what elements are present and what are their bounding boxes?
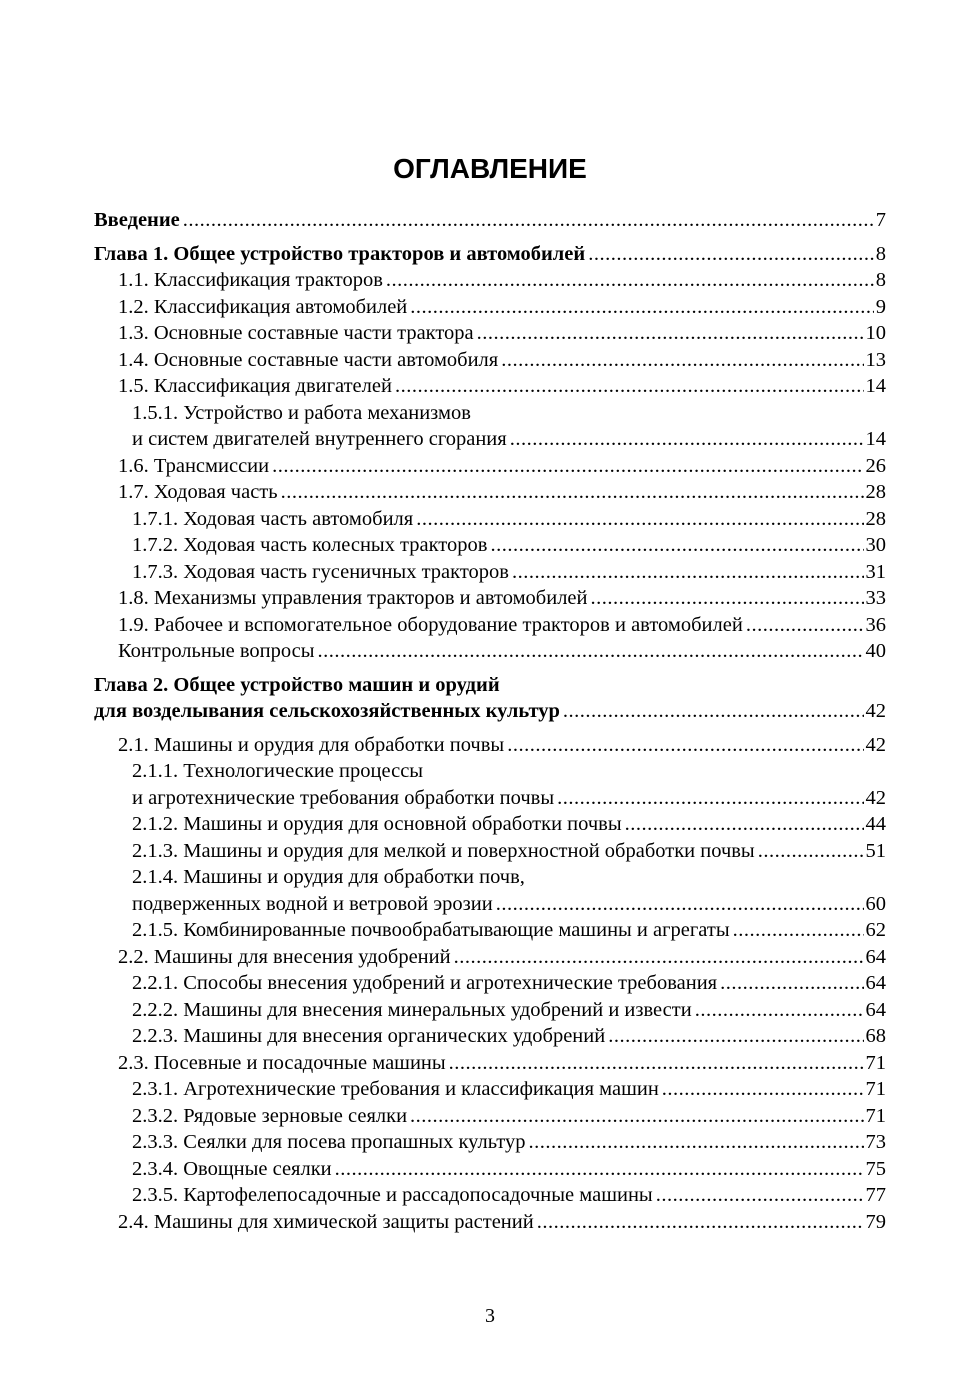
toc-entry[interactable]	[94, 347, 886, 374]
page-number: 3	[485, 1305, 495, 1327]
dot-leader	[449, 1050, 864, 1077]
toc-entry[interactable]	[94, 1076, 886, 1103]
toc-entry-page: 42	[865, 786, 886, 809]
toc-entry[interactable]	[94, 838, 886, 865]
toc-entry-page: 64	[865, 945, 886, 968]
page-title: ОГЛАВЛЕНИЕ	[393, 153, 587, 184]
toc-entry-page: 73	[865, 1131, 886, 1153]
dot-leader	[510, 426, 864, 453]
toc-entry-title: 1.7.3. Ходовая часть гусеничных тракторов	[132, 560, 509, 583]
toc-entry[interactable]	[94, 373, 886, 400]
toc-entry-title: 1.8. Механизмы управления тракторов и автомобилей	[118, 587, 588, 609]
toc-entry-title: для возделывания сельскохозяйственных культур	[94, 700, 560, 722]
toc-entry[interactable]	[94, 891, 886, 918]
dot-leader	[386, 267, 874, 294]
dot-leader	[183, 207, 874, 234]
dot-leader	[490, 532, 863, 559]
dot-leader	[625, 811, 864, 838]
dot-leader	[588, 241, 874, 268]
toc-entry-page: 30	[865, 534, 886, 556]
toc-entry[interactable]	[94, 559, 886, 586]
toc-entry-page: 26	[865, 454, 886, 477]
toc-entry[interactable]	[94, 1103, 886, 1130]
toc-entry[interactable]	[94, 241, 886, 268]
toc-entry-page: 51	[865, 839, 886, 862]
table-of-contents	[94, 207, 886, 1235]
toc-entry-title: и систем двигателей внутреннего сгорания	[132, 428, 507, 450]
toc-entry[interactable]	[94, 267, 886, 294]
toc-entry[interactable]	[94, 294, 886, 321]
toc-entry[interactable]	[94, 612, 886, 639]
toc-entry-page: 62	[865, 919, 886, 941]
dot-leader	[281, 479, 864, 506]
toc-entry-title: 2.1.4. Машины и орудия для обработки почв,	[132, 866, 525, 888]
toc-entry-page: 42	[865, 733, 886, 756]
dot-leader	[563, 698, 864, 725]
toc-entry-title: 1.7.1. Ходовая часть автомобиля	[132, 507, 414, 530]
dot-leader	[720, 970, 863, 997]
toc-entry-title: и агротехнические требования обработки почвы	[132, 786, 555, 809]
dot-leader	[656, 1182, 864, 1209]
toc-entry[interactable]	[94, 811, 886, 838]
toc-entry-title: 1.2. Классификация автомобилей	[118, 295, 408, 318]
toc-entry-page: 31	[865, 560, 886, 583]
toc-entry-title: 2.2. Машины для внесения удобрений	[118, 945, 451, 968]
dot-leader	[662, 1076, 864, 1103]
dot-leader	[318, 638, 864, 665]
toc-entry-page: 64	[865, 972, 886, 994]
toc-entry-title: 2.2.1. Способы внесения удобрений и агротехнические требования	[132, 972, 718, 994]
toc-entry[interactable]	[94, 1182, 886, 1209]
toc-entry-title: 2.3. Посевные и посадочные машины	[118, 1051, 446, 1074]
dot-leader	[528, 1129, 863, 1156]
toc-entry[interactable]	[94, 970, 886, 997]
toc-entry[interactable]	[94, 453, 886, 480]
dot-leader	[695, 997, 864, 1024]
toc-entry-title: 2.3.1. Агротехнические требования и классификация машин	[132, 1078, 659, 1100]
toc-entry[interactable]	[94, 997, 886, 1024]
toc-entry-title: Введение	[94, 209, 180, 231]
toc-entry-page: 77	[865, 1184, 886, 1206]
toc-entry-title: 2.1.1. Технологические процессы	[132, 760, 424, 782]
toc-entry-page: 68	[865, 1025, 886, 1047]
dot-leader	[410, 1103, 863, 1130]
toc-entry-page: 9	[875, 295, 886, 318]
toc-entry-page: 64	[865, 998, 886, 1021]
toc-entry-title: 2.1.3. Машины и орудия для мелкой и поверхностной обработки почвы	[132, 839, 755, 862]
dot-leader	[608, 1023, 863, 1050]
toc-entry[interactable]	[94, 1156, 886, 1183]
dot-leader	[507, 732, 863, 759]
toc-entry-page: 71	[865, 1051, 886, 1074]
toc-entry[interactable]	[94, 758, 886, 785]
toc-entry[interactable]	[94, 207, 886, 234]
toc-entry-title: 2.3.2. Рядовые зерновые сеялки	[132, 1104, 408, 1127]
toc-entry-page: 60	[865, 892, 886, 915]
toc-entry-title: 2.4. Машины для химической защиты растений	[118, 1210, 534, 1233]
dot-leader	[272, 453, 863, 480]
toc-entry-title: 1.4. Основные составные части автомобиля	[118, 348, 499, 371]
dot-leader	[733, 917, 864, 944]
toc-entry[interactable]	[94, 1023, 886, 1050]
dot-leader	[758, 838, 864, 865]
toc-entry-title: 1.7. Ходовая часть	[118, 481, 278, 503]
toc-entry-page: 14	[865, 375, 886, 397]
toc-entry[interactable]	[94, 917, 886, 944]
dot-leader	[416, 506, 863, 533]
toc-entry-page: 13	[865, 348, 886, 371]
dot-leader	[591, 585, 864, 612]
dot-leader	[512, 559, 864, 586]
toc-entry[interactable]	[94, 426, 886, 453]
toc-entry-title: 1.3. Основные составные части трактора	[118, 322, 474, 344]
toc-entry-title: 1.5.1. Устройство и работа механизмов	[132, 401, 471, 424]
toc-entry[interactable]	[94, 479, 886, 506]
toc-entry-page: 44	[865, 813, 886, 835]
toc-entry[interactable]	[94, 532, 886, 559]
dot-leader	[496, 891, 864, 918]
dot-leader	[395, 373, 864, 400]
toc-entry[interactable]	[94, 785, 886, 812]
toc-entry-page: 40	[865, 640, 886, 662]
dot-leader	[477, 320, 864, 347]
toc-entry-title: 2.2.3. Машины для внесения органических удобрений	[132, 1025, 606, 1047]
toc-entry-page: 79	[865, 1210, 886, 1233]
toc-entry-title: Контрольные вопросы	[118, 640, 315, 662]
toc-entry-title: 1.9. Рабочее и вспомогательное оборудование тракторов и автомобилей	[118, 613, 743, 636]
toc-entry-title: 2.3.4. Овощные сеялки	[132, 1157, 332, 1180]
toc-entry-title: 2.1.2. Машины и орудия для основной обработки почвы	[132, 813, 622, 835]
toc-entry-title: Глава 1. Общее устройство тракторов и автомобилей	[94, 242, 586, 265]
toc-entry-title: подверженных водной и ветровой эрозии	[132, 892, 493, 915]
toc-entry-page: 8	[875, 242, 886, 265]
toc-entry[interactable]	[94, 864, 886, 891]
toc-entry-page: 71	[865, 1078, 886, 1100]
toc-entry[interactable]	[94, 1050, 886, 1077]
toc-entry[interactable]	[94, 672, 886, 699]
toc-entry-page: 33	[865, 587, 886, 609]
toc-entry[interactable]	[94, 944, 886, 971]
dot-leader	[335, 1156, 864, 1183]
toc-entry-page: 28	[865, 481, 886, 503]
dot-leader	[410, 294, 873, 321]
dot-leader	[454, 944, 864, 971]
toc-entry-title: Глава 2. Общее устройство машин и орудий	[94, 673, 500, 696]
toc-entry-page: 10	[865, 322, 886, 344]
dot-leader	[746, 612, 864, 639]
toc-entry-page: 75	[865, 1157, 886, 1180]
toc-entry-title: 1.7.2. Ходовая часть колесных тракторов	[132, 534, 488, 556]
toc-entry[interactable]	[94, 732, 886, 759]
toc-entry[interactable]	[94, 1129, 886, 1156]
toc-entry-page: 71	[865, 1104, 886, 1127]
toc-entry[interactable]	[94, 400, 886, 427]
toc-entry-title: 2.3.5. Картофелепосадочные и рассадопосадочные машины	[132, 1184, 653, 1206]
toc-entry[interactable]	[94, 585, 886, 612]
toc-entry-title: 2.3.3. Сеялки для посева пропашных культур	[132, 1131, 526, 1153]
toc-entry[interactable]	[94, 698, 886, 725]
toc-entry-page: 8	[875, 269, 886, 291]
toc-entry[interactable]	[94, 1209, 886, 1236]
dot-leader	[537, 1209, 864, 1236]
toc-entry-title: 1.1. Классификация тракторов	[118, 269, 383, 291]
toc-entry-title: 1.5. Классификация двигателей	[118, 375, 392, 397]
toc-entry-page: 42	[865, 700, 886, 722]
toc-entry-title: 2.2.2. Машины для внесения минеральных удобрений и извести	[132, 998, 692, 1021]
toc-entry-title: 2.1. Машины и орудия для обработки почвы	[118, 733, 505, 756]
toc-entry-page: 36	[865, 613, 886, 636]
toc-entry-page: 14	[865, 428, 886, 450]
toc-entry[interactable]	[94, 320, 886, 347]
toc-entry[interactable]	[94, 506, 886, 533]
dot-leader	[501, 347, 863, 374]
toc-entry-page: 7	[875, 209, 886, 231]
toc-entry-page: 28	[865, 507, 886, 530]
toc-entry[interactable]	[94, 638, 886, 665]
toc-entry-title: 1.6. Трансмиссии	[118, 454, 270, 477]
toc-entry-title: 2.1.5. Комбинированные почвообрабатывающие машины и агрегаты	[132, 919, 730, 941]
dot-leader	[557, 785, 863, 812]
